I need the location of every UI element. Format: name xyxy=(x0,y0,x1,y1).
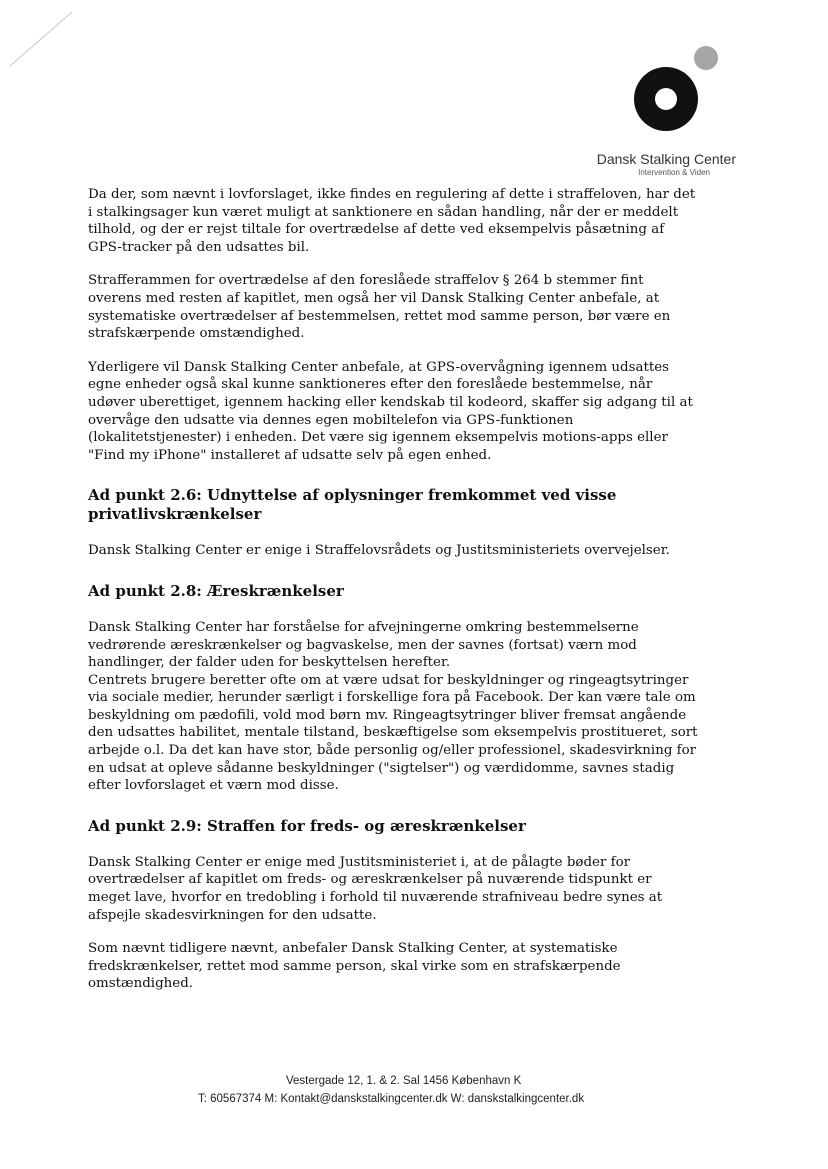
paragraph-systematiske-fredskraenkelser: Som nævnt tidligere nævnt, anbefaler Dansk Stalking Center, at systematiske fredskrænkelser, rettet mod samme person, skal virke som en strafskærpende omstændighed. xyxy=(88,941,621,992)
letter-body xyxy=(88,186,698,1009)
heading-punkt-2-8: Ad punkt 2.8: Æreskrænkelser xyxy=(88,581,344,600)
logo-ring-hole xyxy=(655,88,677,110)
dansk-stalking-center-logo xyxy=(630,44,720,136)
heading-punkt-2-9: Ad punkt 2.9: Straffen for freds- og æreskrænkelser xyxy=(88,816,526,835)
heading-punkt-2-6: Ad punkt 2.6: Udnyttelse af oplysninger fremkommet ved visse privatlivskrænkelser xyxy=(88,486,617,524)
paragraph-gps-tracker: Da der, som nævnt i lovforslaget, ikke findes en regulering af dette i straffeloven, har det i stalkingsager kun været muligt at sanktionere en sådan handling, når der er meddelt tilhold, og der er rejst tiltale for overtrædelse af dette ved eksempelvis påsætning af GPS-tracker på den udsattes bil. xyxy=(88,187,696,255)
page-footer xyxy=(0,1072,828,1108)
paragraph-aereskraenkelser-intro: Dansk Stalking Center har forståelse for afvejningerne omkring bestemmelserne vedrørende æreskrænkelser og bagvaskelse, men der savnes (fortsat) værn mod handlinger, der falder uden for beskyttelsen herefter. xyxy=(88,619,639,671)
paragraph-beskyldninger: Centrets brugere beretter ofte om at være udsat for beskyldninger og ringeagtsytringer via sociale medier, herunder særligt i forskellige fora på Facebook. Der kan være tale om beskyldning om pædofili, vold mod børn mv. Ringeagtsytringer bliver fremsat angående den udsattes habilitet, mentale tilstand, beskæftigelse som eksempelvis prostitueret, sort arbejde o.l. Da det kan have stor, både personlig og/eller professionel, skadesvirkning for en udsat at opleve sådanne beskyldninger ("sigtelser") og værdidomme, savnes stadig efter lovforslaget et værn mod disse. xyxy=(88,672,698,794)
paragraph-enige-straffelovsraadet: Dansk Stalking Center er enige i Straffelovsrådets og Justitsministeriets overvejelser. xyxy=(88,543,670,559)
brand-block xyxy=(594,150,736,178)
paragraph-gps-overvaagning: Yderligere vil Dansk Stalking Center anbefale, at GPS-overvågning igennem udsattes egne enheder også skal kunne sanktioneres efter den foreslåede bestemmelse, når udøver uberettiget, igennem hacking eller kendskab til kodeord, skaffer sig adgang til at overvåge den udsatte via dennes egen mobiltelefon via GPS-funktionen (lokalitetstjenester) i enheden. Det være sig igennem eksempelvis motions-apps eller "Find my iPhone" installeret af udsatte selv på egen enhed. xyxy=(88,359,693,463)
brand-tagline: Intervention & Viden xyxy=(638,168,710,177)
footer-address: Vestergade 12, 1. & 2. Sal 1456 København K xyxy=(286,1075,522,1087)
paragraph-boeder: Dansk Stalking Center er enige med Justitsministeriet i, at de pålagte bøder for overtrædelser af kapitlet om freds- og æreskrænkelser på nuværende tidspunkt er meget lave, hvorfor en tredobling i forhold til nuværende strafniveau bedre synes at afspejle skadesvirkningen for den udsatte. xyxy=(88,854,663,923)
paragraph-strafferamme: Strafferammen for overtrædelse af den foreslåede straffelov § 264 b stemmer fint overens med resten af kapitlet, men også her vil Dansk Stalking Center anbefale, at systematiske overtrædelser af bestemmelsen, rettet mod samme person, bør være en strafskærpende omstændighed. xyxy=(88,273,671,342)
scan-artifact-line xyxy=(8,10,74,68)
footer-contact: T: 60567374 M: Kontakt@danskstalkingcenter.dk W: danskstalkingcenter.dk xyxy=(198,1093,585,1105)
logo-dot xyxy=(694,46,718,70)
brand-name: Dansk Stalking Center xyxy=(596,151,736,167)
